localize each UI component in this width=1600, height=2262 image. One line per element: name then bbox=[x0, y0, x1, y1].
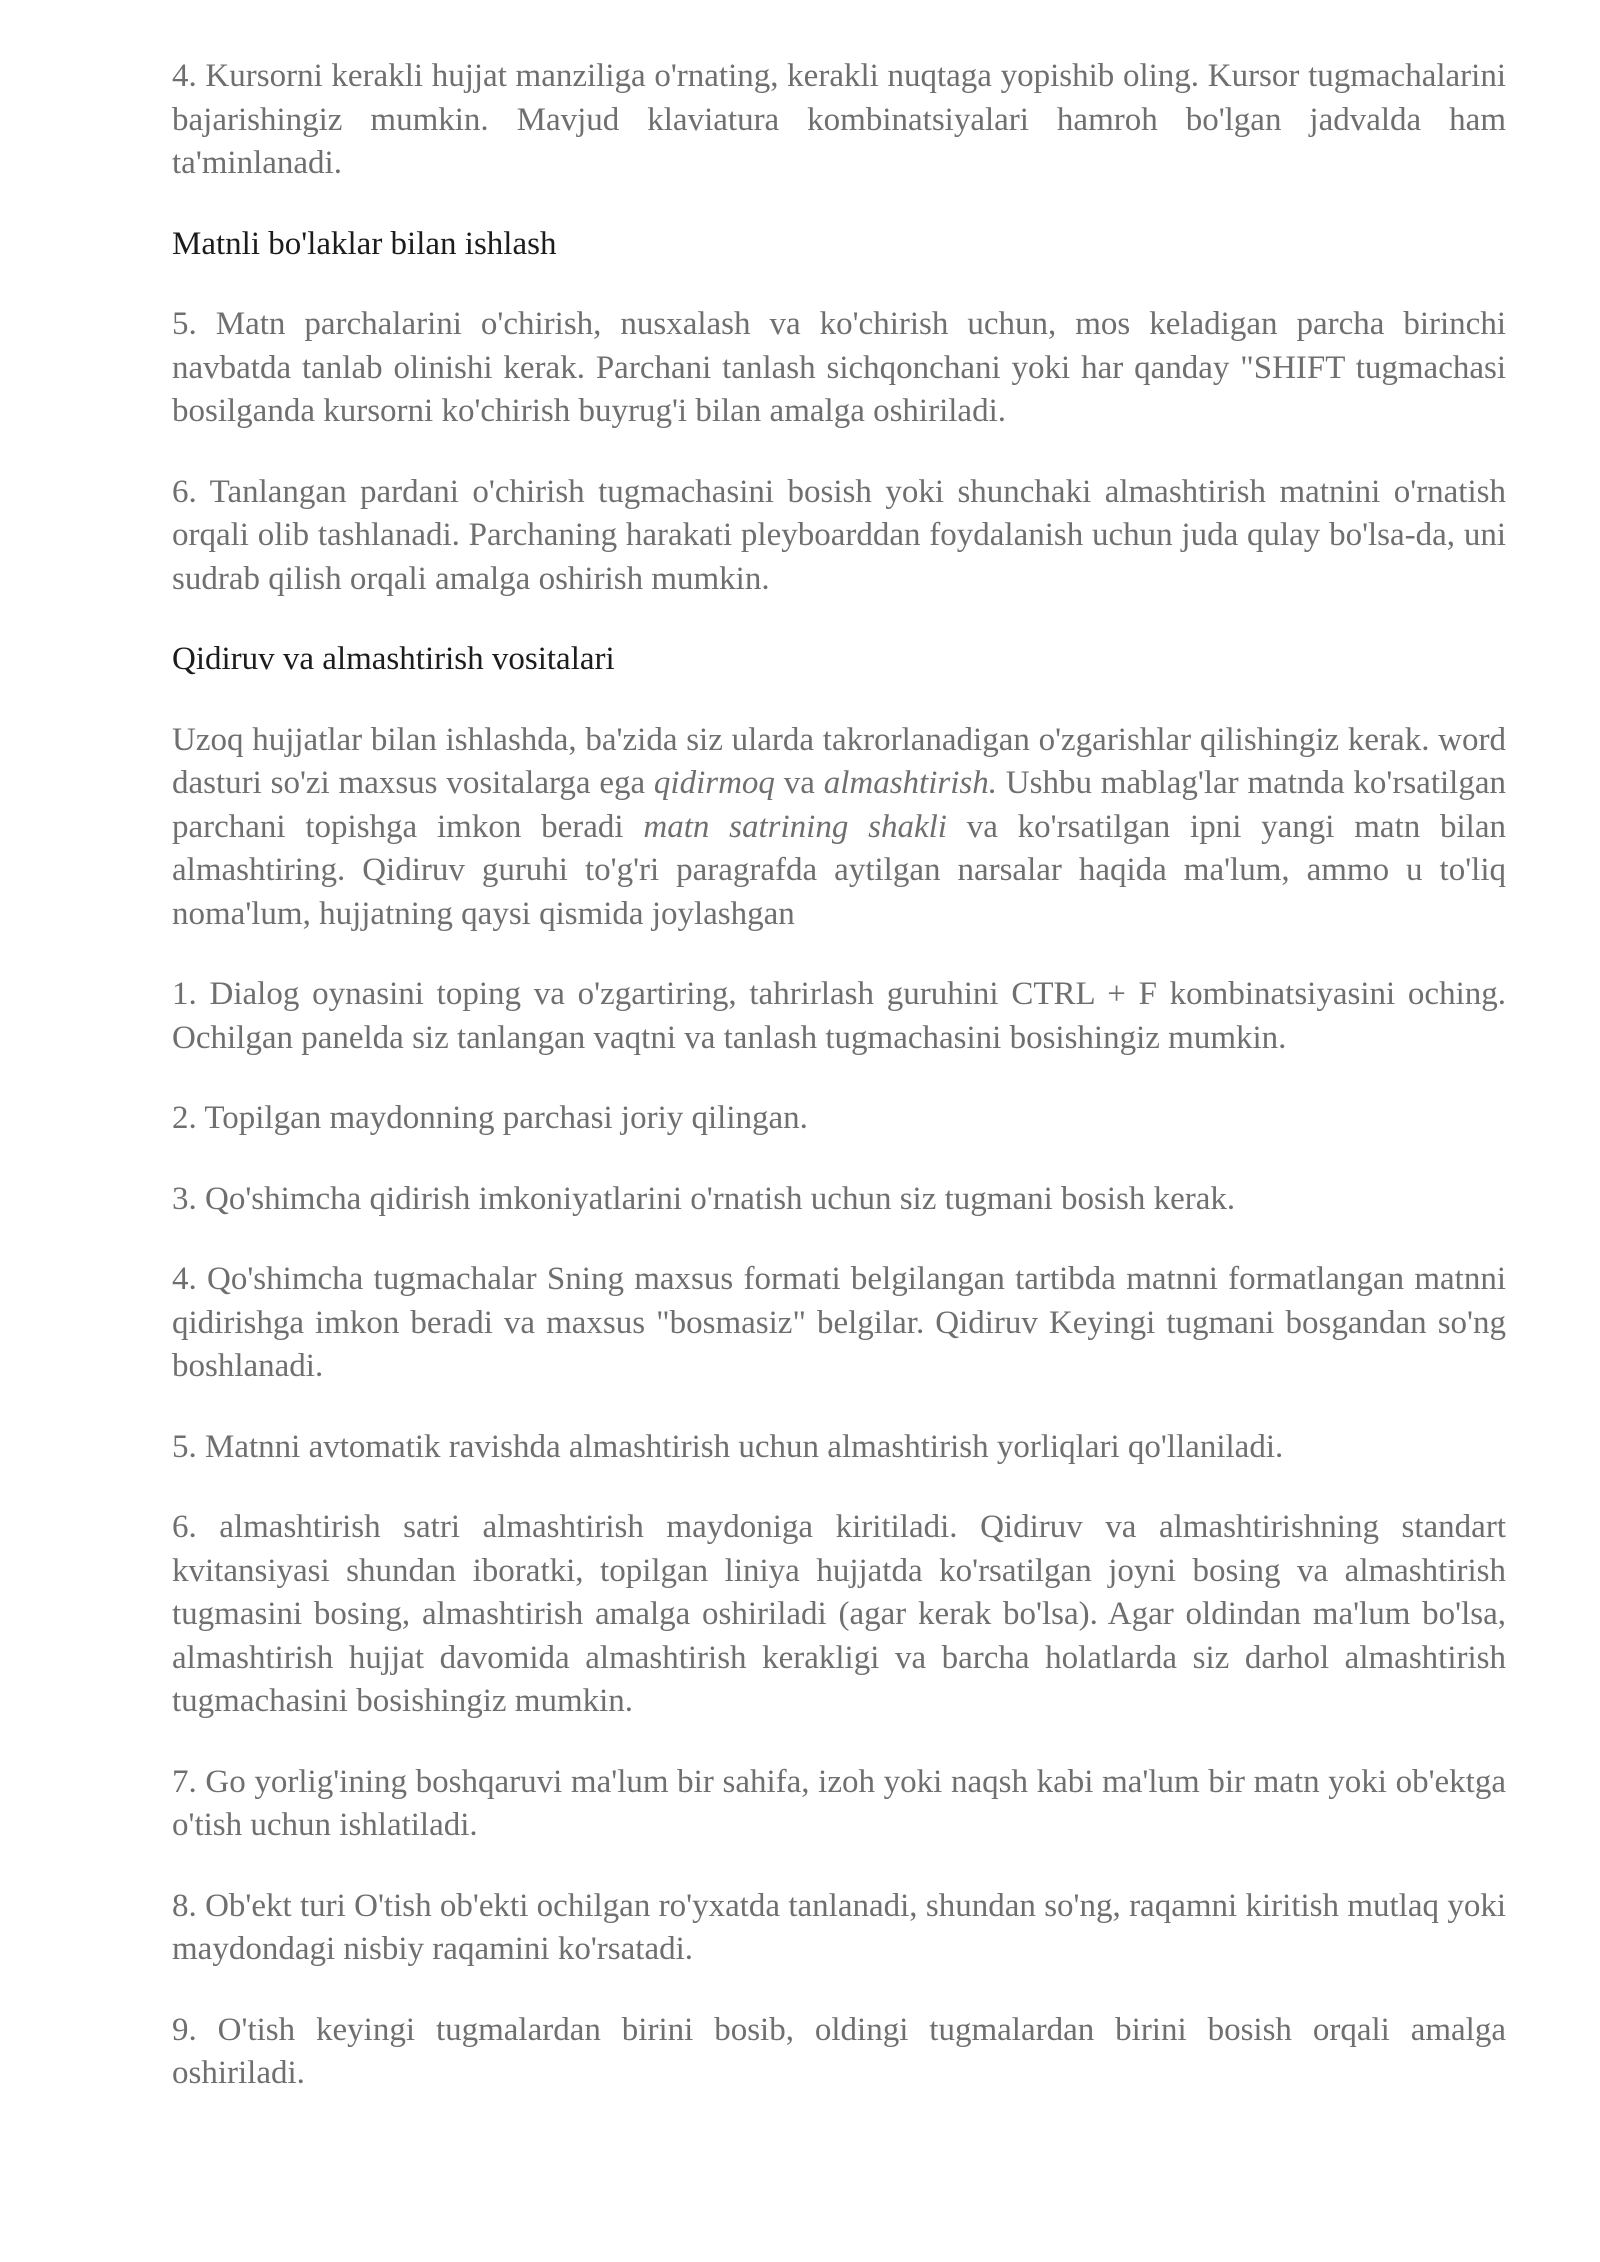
paragraph-step-6-delete: 6. Tanlangan pardani o'chirish tugmachasini bosish yoki shunchaki almashtirish matnini o'rnatish orqali olib tashlanadi. Parchaning harakati pleyboarddan foydalanish uchun juda qulay bo'lsa-da, uni sudrab qilish orqali amalga oshirish mumkin. bbox=[172, 473, 1506, 597]
intro-italic-replace: almashtirish. bbox=[823, 765, 997, 801]
paragraph-list-item-5: 5. Matnni avtomatik ravishda almashtirish uchun almashtirish yorliqlari qo'llaniladi. bbox=[172, 1428, 1284, 1465]
intro-text-part: va bbox=[774, 765, 824, 801]
section-heading-find-replace: Qidiruv va almashtirish vositalari bbox=[172, 641, 615, 677]
intro-italic-pattern: matn satrining shakli bbox=[643, 808, 947, 845]
paragraph-list-item-9: 9. O'tish keyingi tugmalardan birini bosib, oldingi tugmalardan birini bosish orqali amalga oshiriladi. bbox=[172, 2011, 1506, 2091]
paragraph-step-4-cursor: 4. Kursorni kerakli hujjat manziliga o'rnating, kerakli nuqtaga yopishib oling. Kursor tugmachalarini bajarishingiz mumkin. Mavjud klaviatura kombinatsiyalari hamroh bo'lgan jadvalda ham ta'minlanadi. bbox=[172, 58, 1506, 181]
intro-text-part: va ko'rsatilgan ipni yangi matn bilan almashtiring. Qidiruv guruhi to'g'ri paragrafda aytilgan narsalar haqida ma'lum, ammo u to'liq noma'lum, hujjatning qaysi qismida joylashgan bbox=[172, 808, 1507, 932]
section-heading-text-fragments: Matnli bo'laklar bilan ishlash bbox=[172, 225, 557, 262]
paragraph-list-item-4: 4. Qo'shimcha tugmachalar Sning maxsus formati belgilangan tartibda matnni formatlangan matnni qidirishga imkon beradi va maxsus "bosmasiz" belgilar. Qidiruv Keyingi tugmani bosgandan so'ng boshlanadi. bbox=[172, 1261, 1506, 1384]
intro-italic-search: qidirmoq bbox=[653, 765, 775, 801]
paragraph-list-item-6: 6. almashtirish satri almashtirish maydoniga kiritiladi. Qidiruv va almashtirishning standart kvitansiyasi shundan iboratki, topilgan liniya hujjatda ko'rsatilgan joyni bosing va almashtirish tugmasini bosing, almashtirish amalga oshiriladi (agar kerak bo'lsa). Agar oldindan ma'lum bo'lsa, almashtirish hujjat davomida almashtirish kerakligi va barcha holatlarda siz darhol almashtirish tugmachasini bosishingiz mumkin. bbox=[172, 1509, 1506, 1719]
paragraph-list-item-2: 2. Topilgan maydonning parchasi joriy qilingan. bbox=[172, 1100, 808, 1136]
paragraph-find-replace-intro bbox=[172, 719, 1506, 937]
paragraph-list-item-7: 7. Go yorlig'ining boshqaruvi ma'lum bir sahifa, izoh yoki naqsh kabi ma'lum bir matn yoki ob'ektga o'tish uchun ishlatiladi. bbox=[172, 1763, 1506, 1843]
paragraph-step-5-selection: 5. Matn parchalarini o'chirish, nusxalash va ko'chirish uchun, mos keladigan parcha birinchi navbatda tanlab olinishi kerak. Parchani tanlash sichqonchani yoki har qanday "SHIFT tugmachasi bosilganda kursorni ko'chirish buyrug'i bilan amalga oshiriladi. bbox=[172, 306, 1506, 429]
paragraph-list-item-8: 8. Ob'ekt turi O'tish ob'ekti ochilgan ro'yxatda tanlanadi, shundan so'ng, raqamni kiritish mutlaq yoki maydondagi nisbiy raqamini ko'rsatadi. bbox=[172, 1887, 1506, 1967]
intro-text-part: Ushbu mablag'lar matnda ko'rsatilgan parchani topishga imkon beradi bbox=[172, 765, 1506, 845]
document-page bbox=[172, 55, 1506, 2133]
paragraph-list-item-3: 3. Qo'shimcha qidirish imkoniyatlarini o'rnatish uchun siz tugmani bosish kerak. bbox=[172, 1180, 1236, 1217]
intro-text-part: Uzoq hujjatlar bilan ishlashda, ba'zida siz ularda takrorlanadigan o'zgarishlar qilishingiz kerak. word dasturi so'zi maxsus vositalarga ega bbox=[172, 721, 1506, 801]
paragraph-list-item-1: 1. Dialog oynasini toping va o'zgartiring, tahrirlash guruhini CTRL + F kombinatsiyasini oching. Ochilgan panelda siz tanlangan vaqtni va tanlash tugmachasini bosishingiz mumkin. bbox=[172, 976, 1506, 1056]
